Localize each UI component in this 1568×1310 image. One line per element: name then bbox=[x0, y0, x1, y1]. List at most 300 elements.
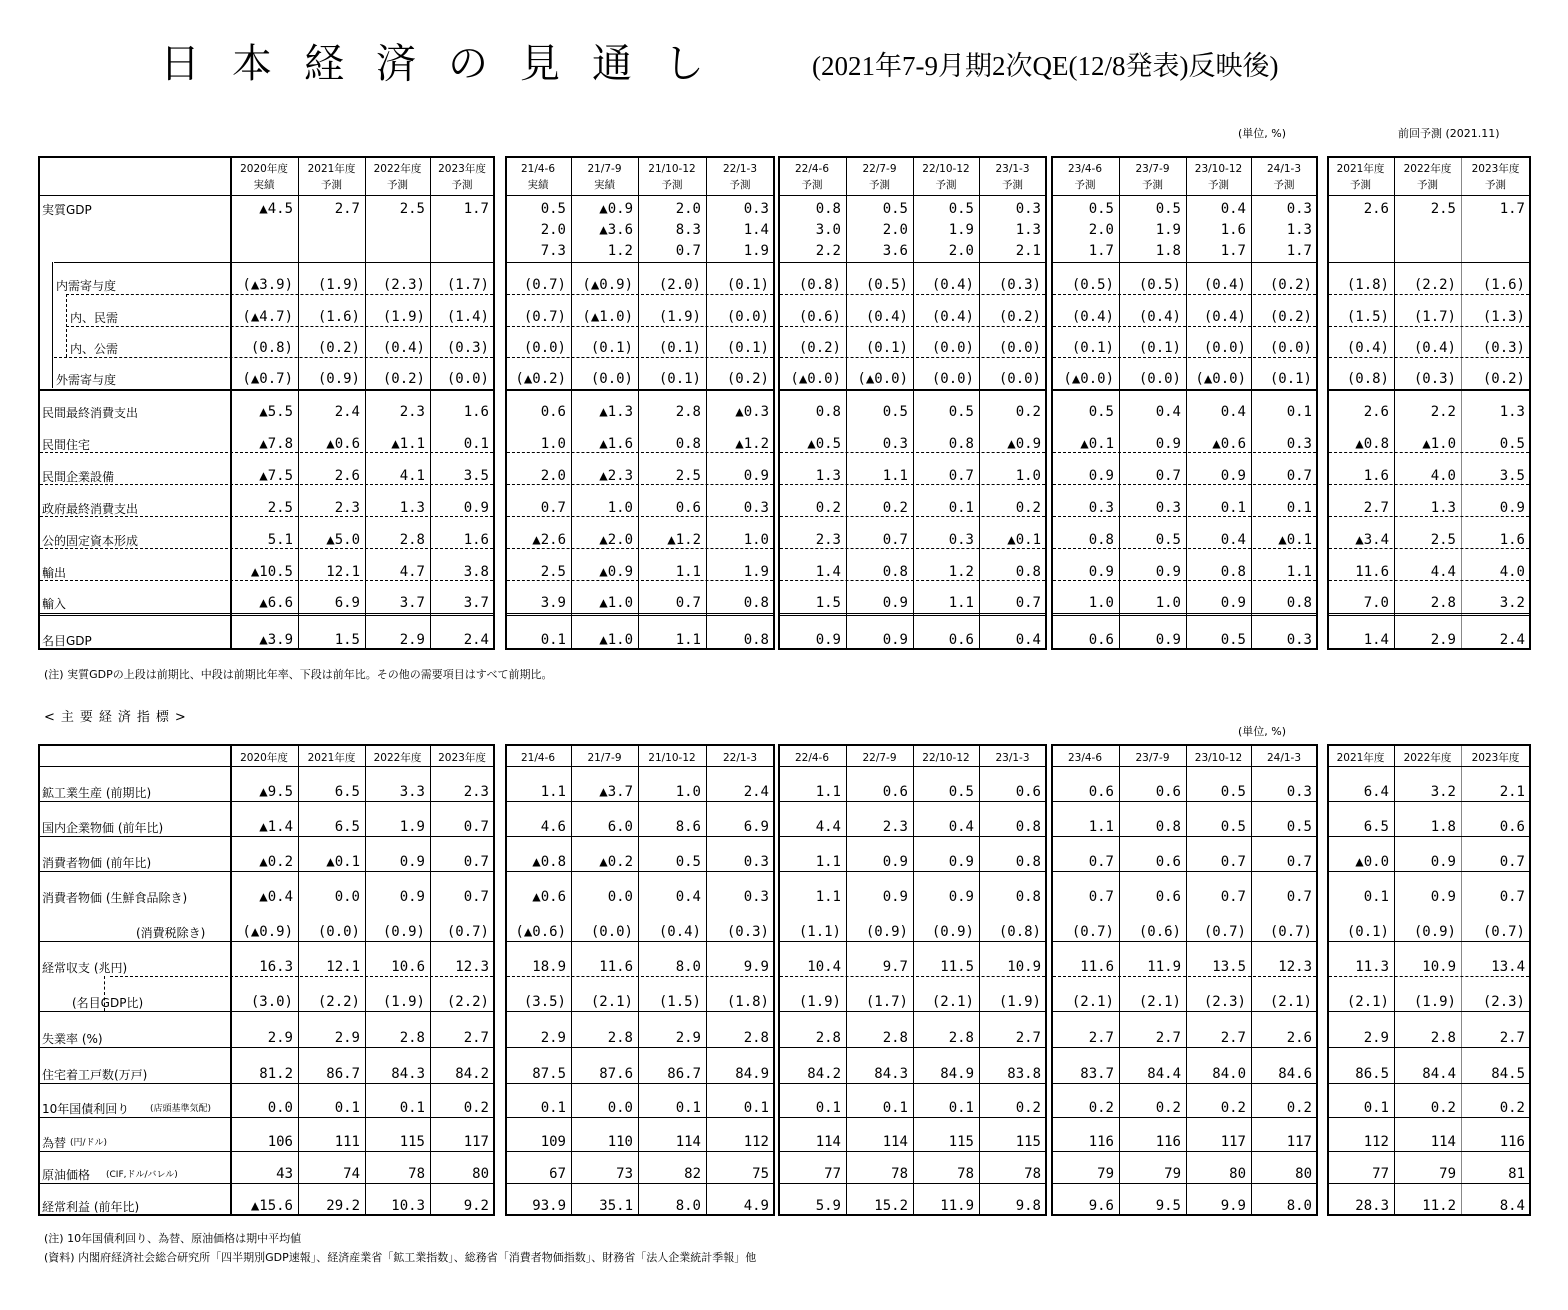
indicator-cell: 6.5 bbox=[1363, 819, 1389, 835]
table1-note: (注) 実質GDPの上段は前期比、中段は前期比年率、下段は前年比。その他の需要項目はすべて前期比。 bbox=[44, 668, 553, 681]
demand-cell: 2.8 bbox=[1430, 595, 1456, 611]
row-divider bbox=[1329, 976, 1529, 977]
demand-cell: 0.9 bbox=[1220, 468, 1246, 484]
row-label-nominal-gdp: 名目GDP bbox=[42, 634, 92, 648]
indicator-cell: 0.1 bbox=[1363, 889, 1389, 905]
contribution-cell: (1.7) bbox=[446, 277, 489, 293]
nominal-gdp-cell: 0.6 bbox=[948, 632, 974, 648]
row-label-real-gdp: 実質GDP bbox=[42, 203, 92, 217]
indicator-cell: 0.2 bbox=[1430, 1100, 1456, 1116]
demand-cell: 2.7 bbox=[1363, 500, 1389, 516]
row-label-indicator: 消費者物価 (生鮮食品除き) bbox=[42, 891, 188, 905]
indicator-cell: 84.6 bbox=[1278, 1066, 1312, 1082]
column-header: 23/7-9 bbox=[1135, 752, 1170, 764]
indicator-cell: 116 bbox=[1499, 1134, 1525, 1150]
indicator-cell: 9.8 bbox=[1015, 1198, 1041, 1214]
demand-cell: 1.6 bbox=[1499, 532, 1525, 548]
indicator-cell: 0.1 bbox=[675, 1100, 701, 1116]
row-divider bbox=[507, 801, 773, 802]
real-gdp-yoy: 0.7 bbox=[675, 243, 701, 259]
real-gdp-prev: 2.6 bbox=[1363, 201, 1389, 217]
contribution-cell: (0.4) bbox=[931, 277, 974, 293]
demand-cell: ▲0.9 bbox=[1007, 436, 1041, 452]
row-divider bbox=[780, 871, 1045, 872]
demand-cell: ▲0.1 bbox=[1007, 532, 1041, 548]
indicator-cell: (0.9) bbox=[1413, 924, 1456, 940]
demand-cell: 1.0 bbox=[607, 500, 633, 516]
indicator-cell: (2.1) bbox=[1071, 994, 1114, 1010]
demand-cell: ▲0.1 bbox=[1080, 436, 1114, 452]
real-gdp-annualized: 1.6 bbox=[1220, 222, 1246, 238]
contribution-cell: (0.8) bbox=[250, 340, 293, 356]
contribution-cell: (0.0) bbox=[446, 371, 489, 387]
row-divider bbox=[1329, 580, 1529, 581]
indicator-cell: 2.8 bbox=[948, 1030, 974, 1046]
row-divider bbox=[40, 766, 493, 767]
indicator-cell: 10.6 bbox=[391, 959, 425, 975]
demand-cell: 0.6 bbox=[540, 404, 566, 420]
nominal-gdp-cell: ▲3.9 bbox=[259, 632, 293, 648]
real-gdp-qoq: ▲0.9 bbox=[599, 201, 633, 217]
indicator-cell: 12.3 bbox=[455, 959, 489, 975]
row-divider bbox=[40, 548, 493, 549]
demand-cell: ▲1.3 bbox=[599, 404, 633, 420]
demand-cell: 2.2 bbox=[1430, 404, 1456, 420]
indicator-cell: 0.5 bbox=[1220, 819, 1246, 835]
indicator-cell: 0.2 bbox=[1220, 1100, 1246, 1116]
page-title: 日本経済の見通し bbox=[160, 41, 736, 87]
indicator-cell: 9.9 bbox=[743, 959, 769, 975]
contribution-cell: (▲1.0) bbox=[582, 309, 633, 325]
indicator-cell: 18.9 bbox=[532, 959, 566, 975]
indicator-cell: 8.4 bbox=[1499, 1198, 1525, 1214]
row-divider bbox=[40, 836, 493, 837]
real-gdp-annualized: 1.4 bbox=[743, 222, 769, 238]
table2-unit-label: (単位, %) bbox=[1238, 725, 1287, 738]
row-divider bbox=[40, 1083, 493, 1084]
indicator-cell: 2.9 bbox=[540, 1030, 566, 1046]
indicator-cell: ▲3.7 bbox=[599, 784, 633, 800]
indicator-cell: 114 bbox=[882, 1134, 908, 1150]
row-label-domestic-contribution: 内需寄与度 bbox=[56, 279, 117, 293]
demand-cell: 0.9 bbox=[743, 468, 769, 484]
indicator-cell: 2.8 bbox=[743, 1030, 769, 1046]
indicator-cell: 0.7 bbox=[1286, 889, 1312, 905]
indicator-cell: 11.2 bbox=[1422, 1198, 1456, 1214]
row-divider bbox=[507, 389, 773, 391]
indicator-cell: 0.1 bbox=[882, 1100, 908, 1116]
row-divider bbox=[40, 1151, 493, 1152]
indicator-cell: 0.6 bbox=[1155, 784, 1181, 800]
demand-cell: ▲5.0 bbox=[326, 532, 360, 548]
indicator-cell: (▲0.6) bbox=[515, 924, 566, 940]
column-header-type: 実績 bbox=[527, 179, 549, 191]
real-gdp-qoq: 0.5 bbox=[1088, 201, 1114, 217]
indicator-cell: 0.6 bbox=[882, 784, 908, 800]
indicator-cell: 0.0 bbox=[267, 1100, 293, 1116]
contribution-cell: (0.4) bbox=[1346, 340, 1389, 356]
indicator-cell: 86.7 bbox=[667, 1066, 701, 1082]
demand-cell: 0.8 bbox=[1220, 564, 1246, 580]
row-divider bbox=[40, 484, 493, 485]
row-divider bbox=[780, 484, 1045, 485]
contribution-cell: (0.0) bbox=[998, 371, 1041, 387]
row-label-private-demand: 内、民需 bbox=[70, 311, 119, 325]
indicator-cell: 11.6 bbox=[599, 959, 633, 975]
column-header: 21/4-6 bbox=[520, 163, 556, 175]
indicator-cell: 11.9 bbox=[1147, 959, 1181, 975]
indicator-cell: (2.2) bbox=[317, 994, 360, 1010]
indicator-cell: 2.7 bbox=[1499, 1030, 1525, 1046]
row-divider bbox=[507, 294, 773, 295]
demand-cell: 2.5 bbox=[1430, 532, 1456, 548]
contribution-cell: (0.5) bbox=[1138, 277, 1181, 293]
row-divider bbox=[110, 976, 493, 977]
indicator-cell: 8.0 bbox=[1286, 1198, 1312, 1214]
column-header-type: 予測 bbox=[1485, 179, 1506, 191]
real-gdp-yoy: 3.6 bbox=[882, 243, 908, 259]
indicator-cell: 84.3 bbox=[874, 1066, 908, 1082]
row-divider bbox=[1329, 1083, 1529, 1084]
indicator-cell: 3.3 bbox=[399, 784, 425, 800]
nominal-gdp-cell: 0.9 bbox=[882, 632, 908, 648]
row-divider bbox=[507, 1047, 773, 1048]
indicator-cell: 0.0 bbox=[607, 1100, 633, 1116]
row-divider bbox=[780, 262, 1045, 263]
demand-cell: 2.5 bbox=[267, 500, 293, 516]
indicator-cell: 8.6 bbox=[675, 819, 701, 835]
contribution-cell: (0.2) bbox=[1482, 371, 1525, 387]
contribution-cell: (0.2) bbox=[1269, 277, 1312, 293]
column-header-type: 予測 bbox=[1208, 179, 1229, 191]
row-divider bbox=[780, 801, 1045, 802]
demand-cell: 0.5 bbox=[1499, 436, 1525, 452]
indicator-cell: 2.8 bbox=[399, 1030, 425, 1046]
real-gdp-qoq: 0.4 bbox=[1220, 201, 1246, 217]
real-gdp-yoy: 2.0 bbox=[948, 243, 974, 259]
demand-cell: 3.7 bbox=[399, 595, 425, 611]
column-header: 2022年度 bbox=[373, 163, 422, 175]
contribution-cell: (0.7) bbox=[523, 309, 566, 325]
indicator-cell: 9.6 bbox=[1088, 1198, 1114, 1214]
demand-cell: ▲1.0 bbox=[599, 595, 633, 611]
indicator-cell: 0.7 bbox=[1088, 889, 1114, 905]
demand-cell: 0.9 bbox=[882, 595, 908, 611]
row-divider bbox=[780, 326, 1045, 327]
demand-cell: 0.7 bbox=[882, 532, 908, 548]
contribution-cell: (0.2) bbox=[382, 371, 425, 387]
row-divider bbox=[1053, 516, 1316, 517]
contribution-cell: (▲0.0) bbox=[790, 371, 841, 387]
demand-cell: 0.4 bbox=[1155, 404, 1181, 420]
nominal-gdp-cell: 2.4 bbox=[1499, 632, 1525, 648]
indicator-cell: 0.9 bbox=[399, 889, 425, 905]
indicator-cell: 0.9 bbox=[882, 889, 908, 905]
row-label-indicator: (消費税除き) bbox=[136, 926, 206, 940]
column-header: 24/1-3 bbox=[1266, 752, 1302, 764]
indicator-cell: 0.7 bbox=[463, 854, 489, 870]
row-label-indicator: 原油価格 bbox=[42, 1168, 91, 1182]
row-divider bbox=[1053, 357, 1316, 358]
real-gdp-annual: 2.7 bbox=[334, 201, 360, 217]
row-divider bbox=[1053, 1011, 1316, 1012]
indicator-cell: 0.7 bbox=[463, 889, 489, 905]
row-divider bbox=[40, 1117, 493, 1118]
indicator-cell: ▲9.5 bbox=[259, 784, 293, 800]
indicator-cell: 0.7 bbox=[1499, 854, 1525, 870]
indicator-cell: 0.9 bbox=[1430, 889, 1456, 905]
indicator-cell: 84.2 bbox=[807, 1066, 841, 1082]
indicator-cell: 83.7 bbox=[1080, 1066, 1114, 1082]
contribution-cell: (1.9) bbox=[658, 309, 701, 325]
contribution-cell: (0.2) bbox=[1269, 309, 1312, 325]
row-divider bbox=[1053, 1151, 1316, 1152]
indicator-cell: (0.9) bbox=[931, 924, 974, 940]
indicator-cell: 83.8 bbox=[1007, 1066, 1041, 1082]
row-divider bbox=[1329, 326, 1529, 327]
indicator-cell: 0.1 bbox=[540, 1100, 566, 1116]
contribution-cell: (0.0) bbox=[931, 371, 974, 387]
indicator-cell: 15.2 bbox=[874, 1198, 908, 1214]
row-label-indicator: 失業率 (%) bbox=[42, 1032, 103, 1046]
real-gdp-yoy: 1.2 bbox=[607, 243, 633, 259]
column-header: 22/10-12 bbox=[922, 163, 970, 175]
real-gdp-annual: 1.7 bbox=[463, 201, 489, 217]
contribution-cell: (▲4.7) bbox=[242, 309, 293, 325]
row-divider bbox=[40, 1183, 493, 1184]
indicator-cell: 9.5 bbox=[1155, 1198, 1181, 1214]
indicator-cell: 0.2 bbox=[1155, 1100, 1181, 1116]
real-gdp-annualized: 2.0 bbox=[1088, 222, 1114, 238]
unit-label: (単位, %) bbox=[1238, 127, 1287, 140]
row-divider bbox=[1329, 613, 1529, 616]
contribution-cell: (0.9) bbox=[317, 371, 360, 387]
nominal-gdp-cell: 1.5 bbox=[334, 632, 360, 648]
demand-cell: 1.0 bbox=[1088, 595, 1114, 611]
nominal-gdp-cell: 2.9 bbox=[399, 632, 425, 648]
indicator-cell: 0.1 bbox=[1363, 1100, 1389, 1116]
row-divider bbox=[40, 871, 493, 872]
nominal-gdp-cell: 0.6 bbox=[1088, 632, 1114, 648]
demand-cell: 6.9 bbox=[334, 595, 360, 611]
demand-cell: 0.3 bbox=[743, 500, 769, 516]
indicator-cell: 0.6 bbox=[1015, 784, 1041, 800]
section-title-indicators: <主要経済指標> bbox=[44, 710, 192, 725]
demand-cell: ▲3.4 bbox=[1355, 532, 1389, 548]
column-header-type: 予測 bbox=[1273, 179, 1295, 191]
contribution-cell: (0.4) bbox=[1138, 309, 1181, 325]
real-gdp-prev: 2.5 bbox=[1430, 201, 1456, 217]
indicator-cell: 87.5 bbox=[532, 1066, 566, 1082]
indicator-cell: (1.9) bbox=[1413, 994, 1456, 1010]
contribution-cell: (0.1) bbox=[1138, 340, 1181, 356]
demand-cell: 0.1 bbox=[463, 436, 489, 452]
indicator-cell: 0.9 bbox=[1430, 854, 1456, 870]
row-divider bbox=[780, 976, 1045, 977]
row-divider bbox=[780, 613, 1045, 616]
row-divider bbox=[1053, 326, 1316, 327]
demand-cell: 1.3 bbox=[815, 468, 841, 484]
indicator-cell: ▲0.2 bbox=[259, 854, 293, 870]
indicator-cell: 0.5 bbox=[1286, 819, 1312, 835]
indicator-cell: 12.3 bbox=[1278, 959, 1312, 975]
indicator-cell: 0.1 bbox=[815, 1100, 841, 1116]
demand-cell: 0.9 bbox=[1155, 564, 1181, 580]
indicator-cell: (2.1) bbox=[1138, 994, 1181, 1010]
contribution-cell: (1.7) bbox=[1413, 309, 1456, 325]
demand-cell: 2.5 bbox=[675, 468, 701, 484]
indicator-cell: 80 bbox=[1295, 1166, 1312, 1182]
row-divider bbox=[507, 1183, 773, 1184]
indicator-cell: 0.3 bbox=[743, 889, 769, 905]
contribution-cell: (0.1) bbox=[590, 340, 633, 356]
contribution-cell: (1.6) bbox=[1482, 277, 1525, 293]
demand-cell: ▲2.3 bbox=[599, 468, 633, 484]
contribution-cell: (0.2) bbox=[317, 340, 360, 356]
column-header-type: 予測 bbox=[1417, 179, 1438, 191]
indicator-cell: ▲0.2 bbox=[599, 854, 633, 870]
indicator-cell: 2.8 bbox=[607, 1030, 633, 1046]
column-header: 23/1-3 bbox=[995, 752, 1030, 764]
indicator-cell: (2.2) bbox=[446, 994, 489, 1010]
row-divider bbox=[780, 516, 1045, 517]
row-divider bbox=[40, 516, 493, 517]
real-gdp-qoq: 0.3 bbox=[1286, 201, 1312, 217]
row-divider bbox=[780, 1151, 1045, 1152]
indicator-cell: 2.3 bbox=[882, 819, 908, 835]
indicator-cell: 0.7 bbox=[1088, 854, 1114, 870]
indent-bracket bbox=[52, 262, 53, 388]
row-divider bbox=[40, 195, 493, 196]
column-header: 22/1-3 bbox=[722, 752, 758, 764]
indicator-cell: 79 bbox=[1439, 1166, 1456, 1182]
indicator-cell: 1.1 bbox=[1088, 819, 1114, 835]
column-header: 21/10-12 bbox=[648, 163, 696, 175]
contribution-cell: (▲0.0) bbox=[857, 371, 908, 387]
column-header: 2021年度 bbox=[1336, 752, 1385, 764]
demand-cell: 4.0 bbox=[1430, 468, 1456, 484]
row-divider bbox=[780, 1183, 1045, 1184]
nominal-gdp-cell: 0.3 bbox=[1286, 632, 1312, 648]
row-divider bbox=[1053, 580, 1316, 581]
demand-cell: 0.8 bbox=[882, 564, 908, 580]
demand-cell: 0.7 bbox=[1015, 595, 1041, 611]
column-header: 22/4-6 bbox=[794, 163, 830, 175]
contribution-cell: (0.1) bbox=[658, 340, 701, 356]
row-divider bbox=[40, 452, 493, 453]
row-divider bbox=[1053, 195, 1316, 196]
indicator-cell: 4.4 bbox=[815, 819, 841, 835]
demand-cell: ▲7.5 bbox=[259, 468, 293, 484]
nominal-gdp-cell: 1.4 bbox=[1363, 632, 1389, 648]
demand-cell: 4.7 bbox=[399, 564, 425, 580]
indicator-cell: 78 bbox=[1024, 1166, 1041, 1182]
indicator-cell: 1.1 bbox=[815, 854, 841, 870]
indicator-cell: (3.0) bbox=[250, 994, 293, 1010]
demand-cell: 1.6 bbox=[463, 532, 489, 548]
indicator-cell: 2.7 bbox=[1015, 1030, 1041, 1046]
contribution-cell: (1.3) bbox=[1482, 309, 1525, 325]
indicator-cell: 110 bbox=[607, 1134, 633, 1150]
column-header: 23/4-6 bbox=[1067, 163, 1103, 175]
indicator-cell: (0.8) bbox=[998, 924, 1041, 940]
demand-cell: ▲10.5 bbox=[250, 564, 293, 580]
row-divider bbox=[507, 836, 773, 837]
demand-cell: 0.5 bbox=[1088, 404, 1114, 420]
indicator-cell: 1.8 bbox=[1430, 819, 1456, 835]
column-header: 21/7-9 bbox=[587, 163, 622, 175]
row-divider bbox=[1053, 389, 1316, 391]
row-divider bbox=[1053, 294, 1316, 295]
row-label-demand: 政府最終消費支出 bbox=[42, 502, 139, 516]
indicator-cell: 84.5 bbox=[1491, 1066, 1525, 1082]
row-divider bbox=[1329, 452, 1529, 453]
column-header: 21/10-12 bbox=[648, 752, 696, 764]
contribution-cell: (0.4) bbox=[1071, 309, 1114, 325]
contribution-cell: (0.5) bbox=[865, 277, 908, 293]
indicator-cell: (1.7) bbox=[865, 994, 908, 1010]
nominal-gdp-cell: 0.9 bbox=[1155, 632, 1181, 648]
indicator-cell: (1.9) bbox=[798, 994, 841, 1010]
row-divider bbox=[1329, 1151, 1529, 1152]
indicator-cell: 6.0 bbox=[607, 819, 633, 835]
row-divider bbox=[507, 326, 773, 327]
contribution-cell: (0.4) bbox=[865, 309, 908, 325]
indicator-cell: 10.9 bbox=[1422, 959, 1456, 975]
contribution-cell: (0.7) bbox=[523, 277, 566, 293]
indicator-cell: 0.8 bbox=[1015, 819, 1041, 835]
contribution-cell: (0.1) bbox=[658, 371, 701, 387]
row-label-indicator: 為替 bbox=[42, 1136, 67, 1150]
demand-cell: 0.9 bbox=[463, 500, 489, 516]
row-divider bbox=[1329, 516, 1529, 517]
nominal-gdp-cell: ▲1.0 bbox=[599, 632, 633, 648]
demand-cell: 0.5 bbox=[948, 404, 974, 420]
row-label-suffix: (CIF,ドル/バレル) bbox=[106, 1170, 178, 1180]
indicator-cell: (2.1) bbox=[931, 994, 974, 1010]
indicator-cell: (0.4) bbox=[658, 924, 701, 940]
demand-cell: ▲5.5 bbox=[259, 404, 293, 420]
demand-cell: 0.7 bbox=[675, 595, 701, 611]
indicator-cell: (0.7) bbox=[1482, 924, 1525, 940]
contribution-cell: (1.4) bbox=[446, 309, 489, 325]
contribution-cell: (0.4) bbox=[382, 340, 425, 356]
real-gdp-qoq: 0.5 bbox=[948, 201, 974, 217]
indicator-cell: ▲0.0 bbox=[1355, 854, 1389, 870]
row-divider bbox=[1053, 1047, 1316, 1048]
demand-cell: 0.1 bbox=[1220, 500, 1246, 516]
demand-cell: ▲2.0 bbox=[599, 532, 633, 548]
row-label-indicator: 消費者物価 (前年比) bbox=[42, 856, 152, 870]
row-divider bbox=[507, 516, 773, 517]
indicator-cell: 11.9 bbox=[940, 1198, 974, 1214]
demand-cell: 4.4 bbox=[1430, 564, 1456, 580]
demand-cell: 11.6 bbox=[1355, 564, 1389, 580]
row-label-demand: 民間企業設備 bbox=[42, 470, 115, 484]
demand-cell: 2.5 bbox=[540, 564, 566, 580]
demand-cell: 1.1 bbox=[675, 564, 701, 580]
demand-cell: 0.7 bbox=[540, 500, 566, 516]
contribution-cell: (▲0.2) bbox=[515, 371, 566, 387]
source-note: (資料) 内閣府経済社会総合研究所「四半期別GDP速報」、経済産業省「鉱工業指数」、総務省「消費者物価指数」、財務省「法人企業統計季報」他 bbox=[44, 1251, 757, 1264]
demand-cell: 1.1 bbox=[1286, 564, 1312, 580]
indicator-cell: 75 bbox=[752, 1166, 769, 1182]
contribution-cell: (▲0.9) bbox=[582, 277, 633, 293]
indicator-cell: 11.5 bbox=[940, 959, 974, 975]
indicator-cell: 0.1 bbox=[948, 1100, 974, 1116]
row-divider bbox=[40, 1011, 493, 1012]
contribution-cell: (0.6) bbox=[798, 309, 841, 325]
